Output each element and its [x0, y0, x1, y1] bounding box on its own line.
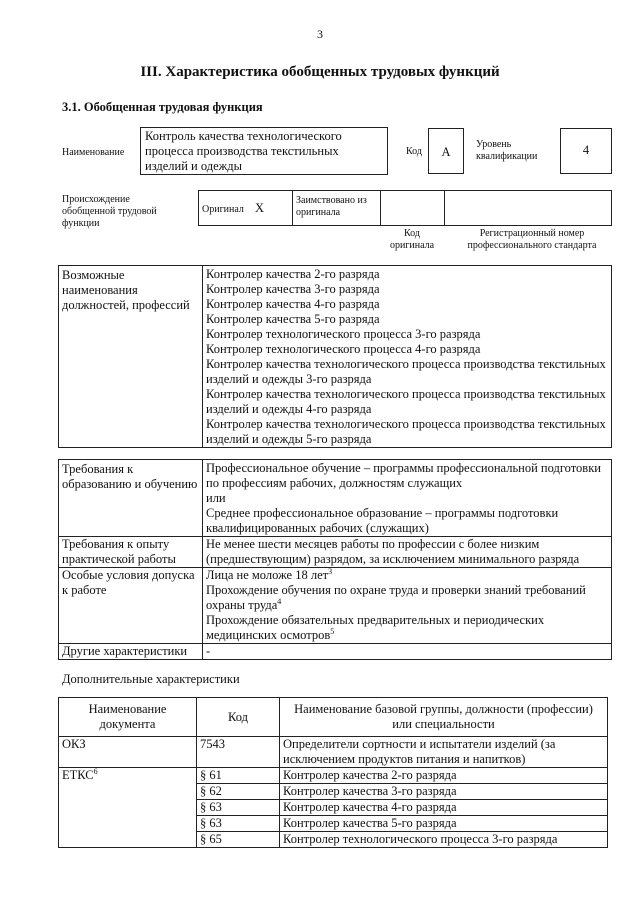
- special-condition-2: Прохождение обучения по охране труда и проверки знаний требований охраны труда$^4$: [206, 583, 586, 612]
- other-value: -: [203, 644, 612, 660]
- special-value: [203, 568, 612, 644]
- function-name-value: Контроль качества технологического процесса производства текстильных изделий и одежды: [145, 129, 342, 173]
- other-label: Другие характеристики: [59, 644, 203, 660]
- special-label: Особые условия допуска к работе: [59, 568, 203, 644]
- code-label: Код: [406, 146, 422, 157]
- position-item: Контролер качества 3-го разряда: [206, 282, 380, 296]
- page-number: 3: [317, 27, 323, 41]
- special-condition-1: Лица не моложе 18 лет$^3$: [206, 566, 333, 582]
- education-value: [203, 460, 612, 537]
- origin-divider-1: [292, 190, 293, 226]
- etks-doc: ЕТКС$^6$: [59, 768, 197, 848]
- original-label: Оригинал: [202, 204, 244, 215]
- additional-table: [58, 697, 608, 848]
- positions-table: [58, 265, 612, 448]
- code-value: А: [428, 128, 464, 174]
- experience-value: Не менее шести месяцев работы по профессии с более низким (предшествующим) разрядом, за исключением минимального разряда: [203, 537, 612, 568]
- col-name-header: Наименование базовой группы, должности (профессии) или специальности: [280, 698, 608, 737]
- level-label: Уровень квалификации: [476, 139, 538, 162]
- position-item: Контролер качества 2-го разряда: [206, 267, 380, 281]
- etks-name: Контролер качества 4-го разряда: [280, 800, 608, 816]
- etks-code: § 63: [197, 800, 280, 816]
- position-item: Контролер качества технологического процесса производства текстильных изделий и одежды 5-го разряда: [206, 417, 606, 446]
- col-code-header: Код: [197, 698, 280, 737]
- education-option-1: Профессиональное обучение – программы профессиональной подготовки по профессиям рабочих, должностям служащих: [206, 461, 601, 490]
- okz-name: Определители сортности и испытатели изделий (за исключением продуктов питания и напитков): [280, 737, 608, 768]
- position-item: Контролер качества 4-го разряда: [206, 297, 380, 311]
- requirements-table: [58, 459, 612, 660]
- function-name-box: [140, 127, 388, 175]
- code-original-label: Код оригинала: [389, 228, 435, 251]
- additional-title: Дополнительные характеристики: [62, 672, 240, 686]
- section-title: III. Характеристика обобщенных трудовых функций: [140, 64, 500, 80]
- position-item: Контролер качества 5-го разряда: [206, 312, 380, 326]
- col-doc-header: Наименование документа: [59, 698, 197, 737]
- positions-label: Возможные наименования должностей, профессий: [59, 266, 203, 448]
- subsection-title: 3.1. Обобщенная трудовая функция: [62, 100, 263, 114]
- education-label: Требования к образованию и обучению: [59, 460, 203, 537]
- name-label: Наименование: [62, 147, 125, 158]
- education-option-2: Среднее профессиональное образование – программы подготовки квалифицированных рабочих (служащих): [206, 506, 559, 535]
- etks-name: Контролер качества 5-го разряда: [280, 816, 608, 832]
- education-or: или: [206, 491, 226, 505]
- etks-code: § 63: [197, 816, 280, 832]
- positions-list: [203, 266, 612, 448]
- okz-doc: ОКЗ: [59, 737, 197, 768]
- level-value: 4: [560, 128, 612, 174]
- etks-code: § 62: [197, 784, 280, 800]
- position-item: Контролер технологического процесса 3-го разряда: [206, 327, 481, 341]
- etks-code: § 61: [197, 768, 280, 784]
- original-mark: X: [255, 201, 265, 215]
- position-item: Контролер качества технологического процесса производства текстильных изделий и одежды 3-го разряда: [206, 357, 606, 386]
- borrowed-label: Заимствовано из оригинала: [296, 195, 367, 218]
- reg-number-label: Регистрационный номер профессионального стандарта: [467, 228, 597, 251]
- experience-label: Требования к опыту практической работы: [59, 537, 203, 568]
- position-item: Контролер технологического процесса 4-го разряда: [206, 342, 481, 356]
- etks-name: Контролер качества 2-го разряда: [280, 768, 608, 784]
- origin-divider-3: [444, 190, 445, 226]
- etks-code: § 65: [197, 832, 280, 848]
- position-item: Контролер качества технологического процесса производства текстильных изделий и одежды 4-го разряда: [206, 387, 606, 416]
- origin-divider-2: [380, 190, 381, 226]
- okz-code: 7543: [197, 737, 280, 768]
- etks-name: Контролер качества 3-го разряда: [280, 784, 608, 800]
- special-condition-3: Прохождение обязательных предварительных и периодических медицинских осмотров$^5$: [206, 613, 545, 642]
- etks-name: Контролер технологического процесса 3-го разряда: [280, 832, 608, 848]
- origin-label: Происхождение обобщенной трудовой функции: [62, 194, 157, 229]
